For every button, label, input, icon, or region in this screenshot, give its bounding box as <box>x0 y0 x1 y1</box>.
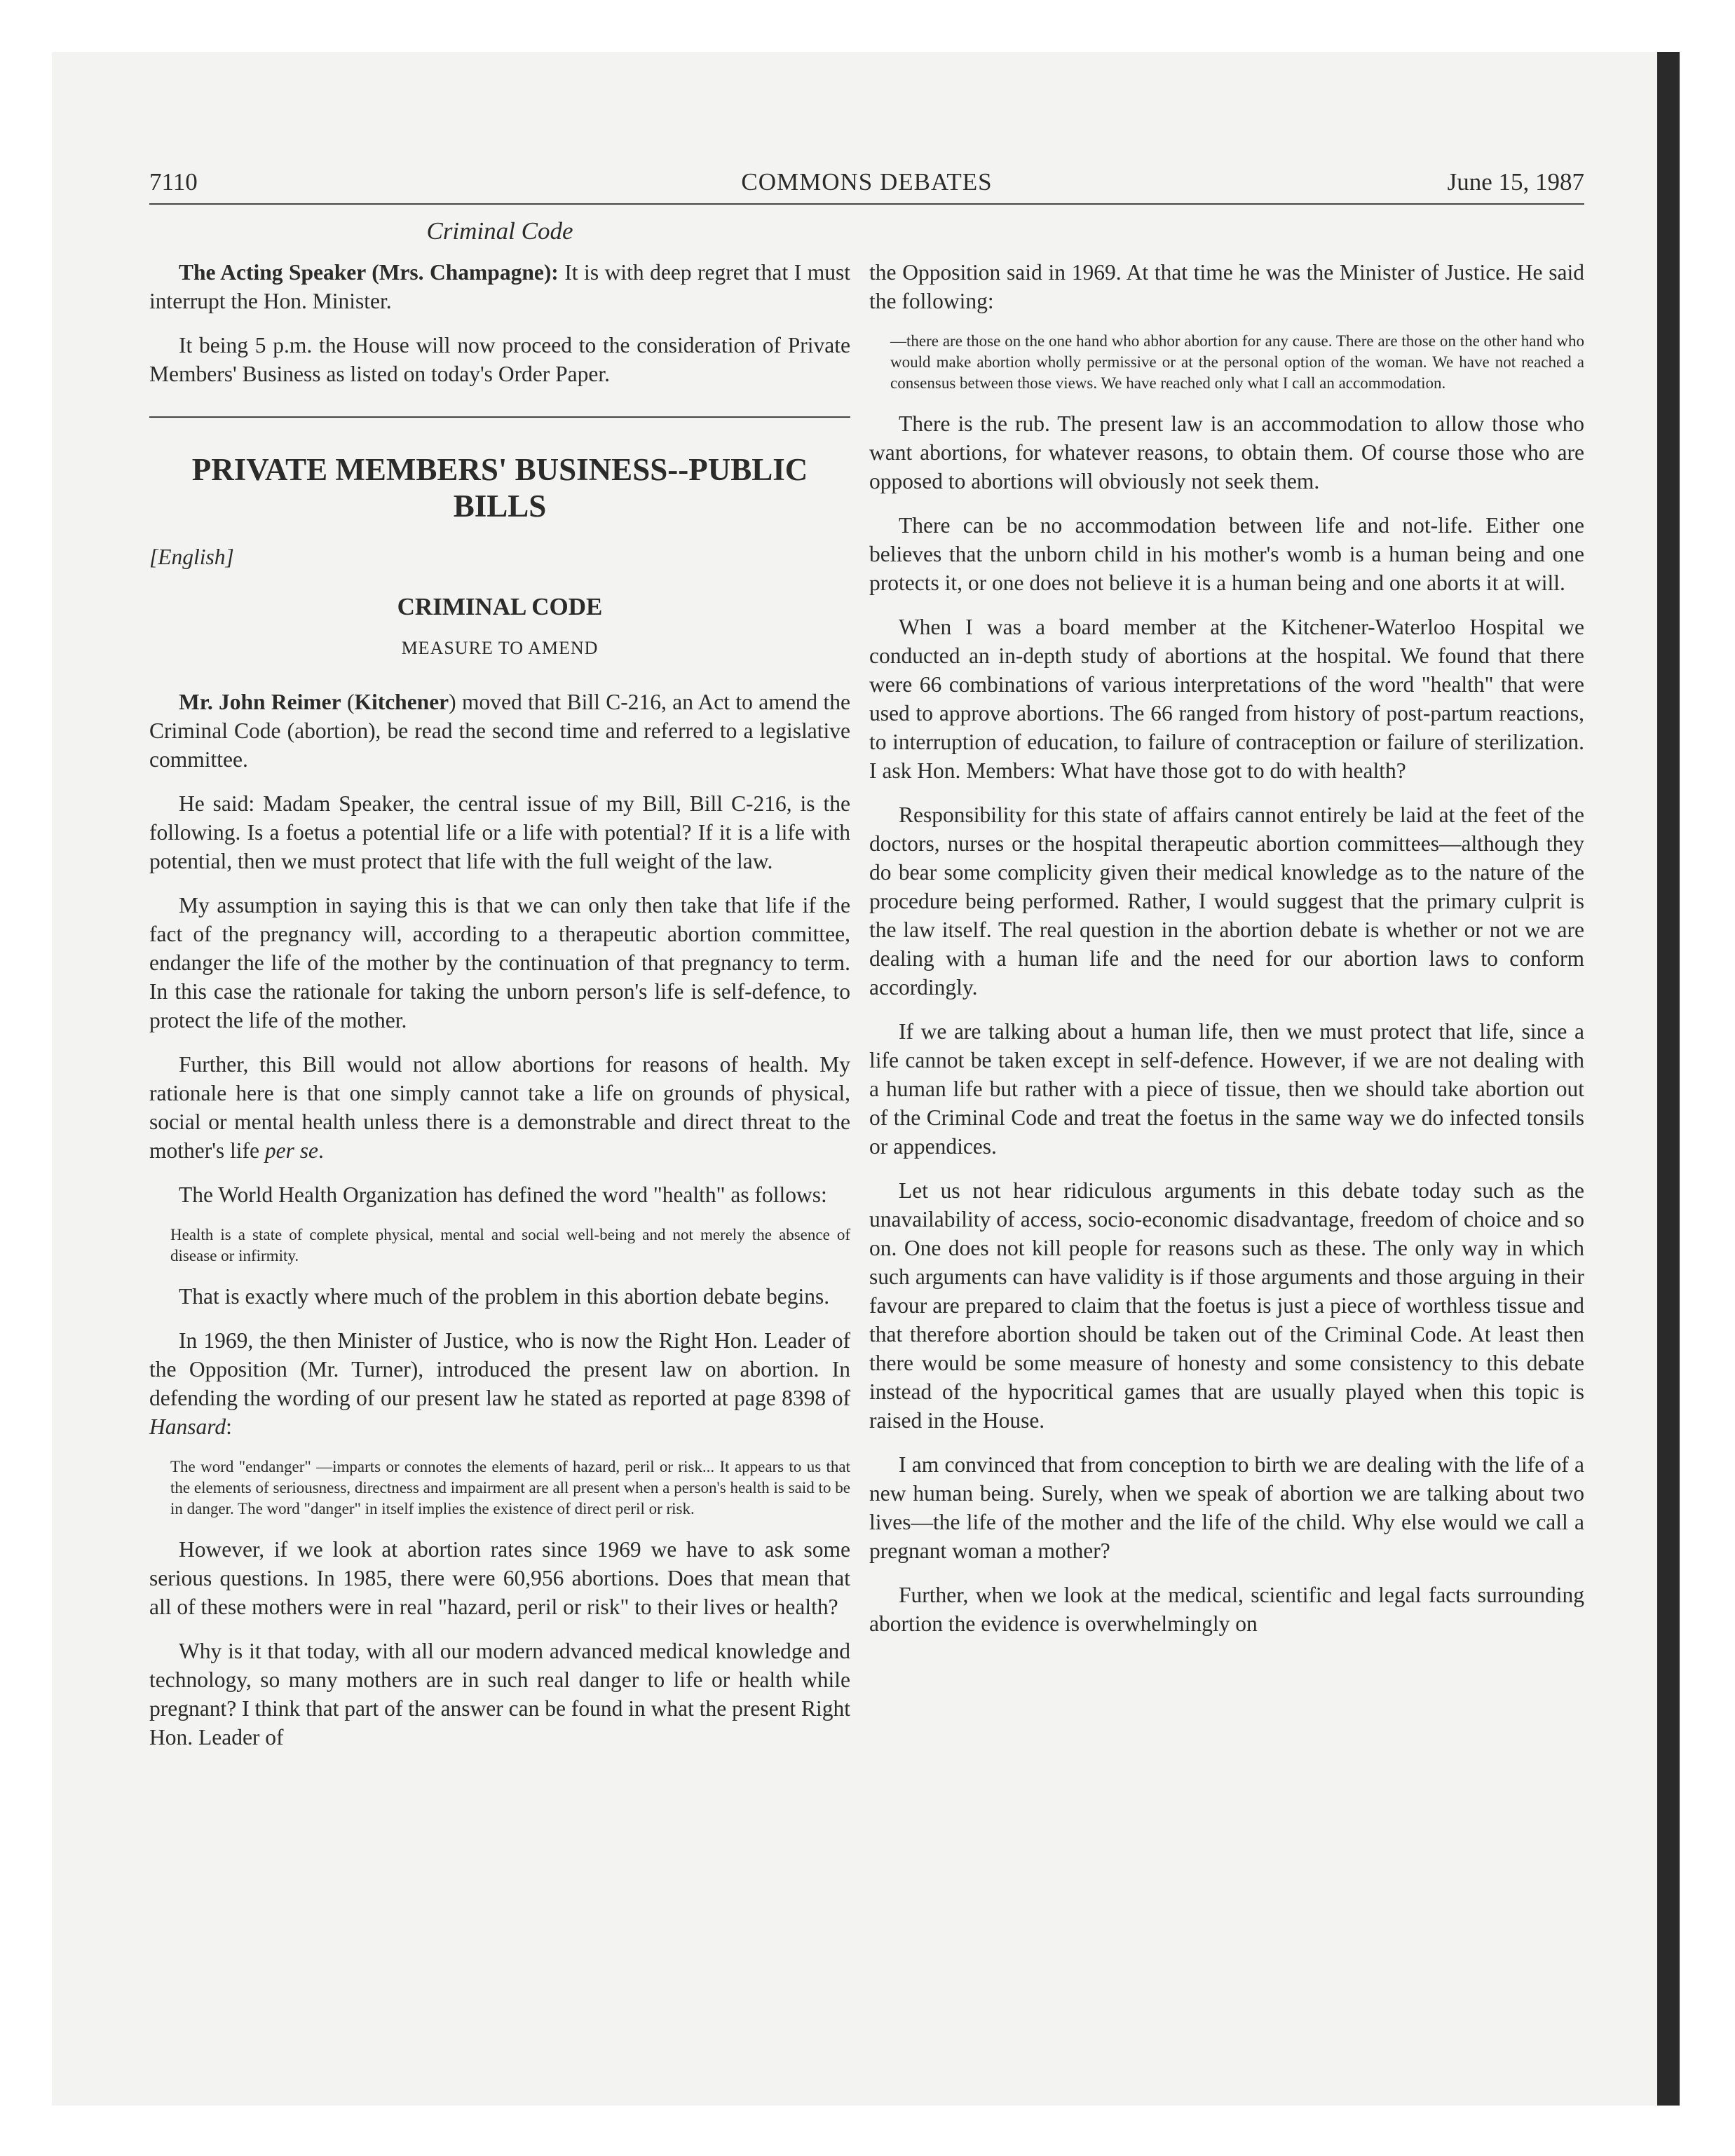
speaker-name: The Acting Speaker (Mrs. Champagne): <box>179 260 559 285</box>
page-header <box>149 168 1584 205</box>
paragraph: He said: Madam Speaker, the central issue of my Bill, Bill C-216, is the following. Is a foetus a potential life or a life with potential? If it is a life with potential, then we must protect that life with the full weight of the law. <box>149 791 850 873</box>
riding-name: Kitchener <box>354 690 449 714</box>
paragraph: When I was a board member at the Kitchener-Waterloo Hospital we conducted an in-depth study of abortions at the hospital. We found that there were 66 combinations of various interpretations of the word "health" that were used to approve abortions. The 66 ranged from history of post-partum reactions, to interruption of education, to failure of contraception or failure of sterilization. I ask Hon. Members: What have those got to do with health? <box>869 615 1584 783</box>
paragraph: However, if we look at abortion rates since 1969 we have to ask some serious questions. In 1985, there were 60,956 abortions. Does that mean that all of these mothers were in real "hazard, peril or risk" to their lives or health? <box>149 1537 850 1619</box>
left-column <box>149 258 850 1767</box>
paragraph: It being 5 p.m. the House will now proceed to the consideration of Private Members' Business as listed on today's Order Paper. <box>149 333 850 386</box>
paragraph: That is exactly where much of the problem in this abortion debate begins. <box>179 1284 830 1309</box>
block-quote: Health is a state of complete physical, mental and social well-being and not merely the absence of disease or infirmity. <box>170 1226 850 1264</box>
paragraph: The Acting Speaker (Mrs. Champagne): It is with deep regret that I must interrupt the Hon. Minister. <box>149 260 850 313</box>
block-quote: The word "endanger" —imparts or connotes the elements of hazard, peril or risk... It appears to us that the elements of seriousness, directness and impairment are all present when a person's health is said to be in danger. The word "danger" in itself implies the existence of direct peril or risk. <box>170 1458 850 1517</box>
paragraph: Further, when we look at the medical, scientific and legal facts surrounding abortion the evidence is overwhelmingly on <box>869 1583 1584 1636</box>
paragraph: Mr. John Reimer (Kitchener) moved that Bill C-216, an Act to amend the Criminal Code (abortion), be read the second time and referred to a legislative committee. <box>149 690 851 772</box>
paragraph: I am convinced that from conception to birth we are dealing with the life of a new human being. Surely, when we speak of abortion we are talking about two lives—the life of the mother and the life of the child. Why else would we call a pregnant woman a mother? <box>869 1452 1584 1563</box>
block-quote: —there are those on the one hand who abhor abortion for any cause. There are those on the other hand who would make abortion wholly permissive or at the personal option of the woman. We have not reached a consensus between those views. We have reached only what I call an accommodation. <box>890 332 1584 392</box>
paragraph: Further, this Bill would not allow abortions for reasons of health. My rationale here is that one simply cannot take a life on grounds of physical, social or mental health unless there is a demonstrable and direct threat to the mother's life per se. <box>149 1052 850 1163</box>
paragraph: If we are talking about a human life, then we must protect that life, since a life cannot be taken except in self-defence. However, if we are not dealing with a human life but rather with a piece of tissue, then we should take abortion out of the Criminal Code and treat the foetus in the same way we do infected tonsils or appendices. <box>869 1019 1584 1159</box>
paragraph: There is the rub. The present law is an accommodation to allow those who want abortions, for whatever reasons, to obtain them. Of course those who are opposed to abortions will obviously not seek them. <box>869 411 1584 493</box>
paragraph: the Opposition said in 1969. At that time he was the Minister of Justice. He said the following: <box>869 260 1584 313</box>
page-number: 7110 <box>149 168 198 196</box>
section-heading: PRIVATE MEMBERS' BUSINESS--PUBLIC BILLS <box>191 452 808 524</box>
language-tag: [English] <box>149 545 234 569</box>
subsection-subheading: MEASURE TO AMEND <box>401 638 599 658</box>
paragraph: My assumption in saying this is that we can only then take that life if the fact of the pregnancy will, according to a therapeutic abortion committee, endanger the life of the mother by the continuation of that pregnancy to term. In this case the rationale for taking the unborn person's life is self-defence, to protect the life of the mother. <box>149 893 850 1032</box>
section-divider <box>149 416 850 418</box>
page-date: June 15, 1987 <box>1447 168 1584 196</box>
subsection-heading: CRIMINAL CODE <box>397 593 603 620</box>
paragraph: Responsibility for this state of affairs cannot entirely be laid at the feet of the doctors, nurses or the hospital therapeutic abortion committees—although they do bear some complicity given their medical knowledge as to the nature of the procedure being performed. Rather, I would suggest that the primary culprit is the law itself. The real question in the abortion debate is whether or not we are dealing with a human life and the need for our abortion laws to conform accordingly. <box>869 803 1584 999</box>
scan-edge-shadow <box>1657 52 1680 2106</box>
paragraph: There can be no accommodation between life and not-life. Either one believes that the unborn child in his mother's womb is a human being and one protects it, or one does not believe it is a human being and one aborts it at will. <box>869 513 1584 595</box>
paragraph: In 1969, the then Minister of Justice, who is now the Right Hon. Leader of the Opposition (Mr. Turner), introduced the present law on abortion. In defending the wording of our present law he stated as reported at page 8398 of Hansard: <box>149 1328 850 1439</box>
running-title: Criminal Code <box>426 217 573 245</box>
right-column <box>869 258 1584 1653</box>
paragraph: The World Health Organization has defined the word "health" as follows: <box>179 1182 827 1207</box>
paragraph: Let us not hear ridiculous arguments in this debate today such as the unavailability of access, socio-economic disadvantage, freedom of choice and so on. One does not kill people for reasons such as these. The only way in which such arguments can have validity is if those arguments and those arguing in their favour are prepared to claim that the foetus is just a piece of worthless tissue and that therefore abortion should be taken out of the Criminal Code. At least then there would be some measure of honesty and some consistency to this debate instead of the hypocritical games that are usually played when this topic is raised in the House. <box>869 1178 1584 1433</box>
publication-title: COMMONS DEBATES <box>741 168 993 196</box>
paragraph: Why is it that today, with all our modern advanced medical knowledge and technology, so many mothers are in such real danger to life or health while pregnant? I think that part of the answer can be found in what the present Right Hon. Leader of <box>149 1639 850 1749</box>
mover-name: Mr. John Reimer <box>179 690 341 714</box>
